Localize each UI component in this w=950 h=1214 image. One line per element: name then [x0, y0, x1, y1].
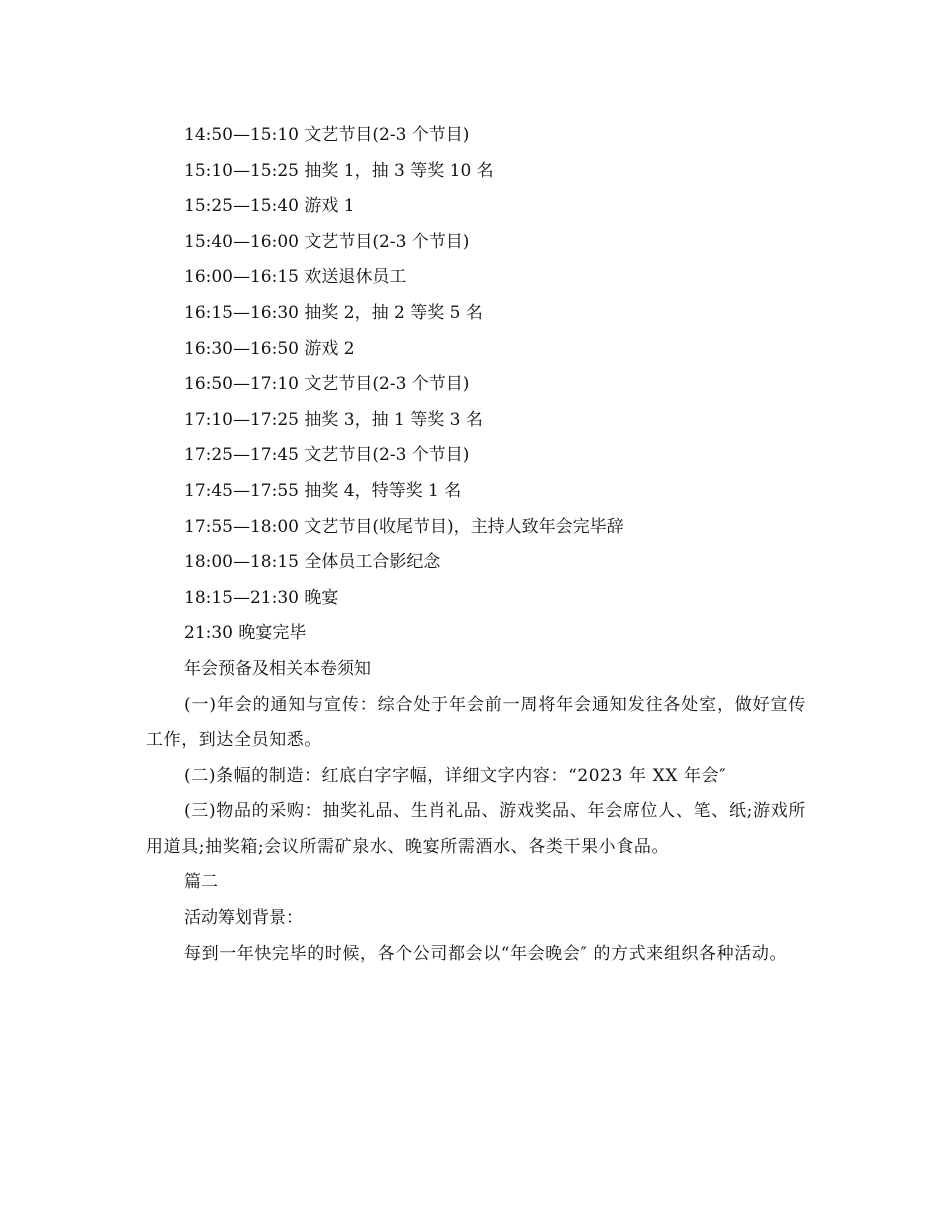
- background-text: 每到一年快完毕的时候，各个公司都会以“年会晚会″ 的方式来组织各种活动。: [184, 943, 788, 964]
- schedule-item: 16:50—17:10 文艺节目(2-3 个节目): [184, 374, 470, 395]
- prep-item-banner: (二)条幅的制造：红底白字字幅，详细文字内容：“2023 年 XX 年会″: [184, 765, 727, 786]
- schedule-item: 15:10—15:25 抽奖 1，抽 3 等奖 10 名: [184, 160, 494, 181]
- schedule-item: 18:00—18:15 全体员工合影纪念: [184, 552, 441, 573]
- document-body: [146, 118, 806, 972]
- schedule-item: 16:00—16:15 欢送退休员工: [184, 267, 407, 288]
- background-heading: 活动筹划背景：: [184, 908, 303, 929]
- part2-heading: 篇二: [184, 872, 218, 893]
- schedule-item: 16:30—16:50 游戏 2: [184, 338, 355, 359]
- schedule-item: 15:25—15:40 游戏 1: [184, 196, 355, 217]
- prep-item-purchase: (三)物品的采购：抽奖礼品、生肖礼品、游戏奖品、年会席位人、笔、纸;游戏所用道具;抽奖箱;会议所需矿泉水、晚宴所需酒水、各类干果小食品。: [146, 801, 806, 857]
- schedule-item: 21:30 晚宴完毕: [184, 623, 307, 644]
- schedule-item: 17:45—17:55 抽奖 4，特等奖 1 名: [184, 480, 462, 501]
- prep-item-notice: (一)年会的通知与宣传：综合处于年会前一周将年会通知发往各处室，做好宣传工作，到达全员知悉。: [146, 694, 806, 751]
- schedule-item: 17:10—17:25 抽奖 3，抽 1 等奖 3 名: [184, 409, 483, 430]
- schedule-item: 17:25—17:45 文艺节目(2-3 个节目): [184, 445, 470, 466]
- schedule-item: 14:50—15:10 文艺节目(2-3 个节目): [184, 125, 470, 145]
- schedule-item: 15:40—16:00 文艺节目(2-3 个节目): [184, 231, 470, 252]
- schedule-item: 16:15—16:30 抽奖 2，抽 2 等奖 5 名: [184, 302, 483, 323]
- prep-heading: 年会预备及相关本卷须知: [184, 658, 371, 679]
- schedule-item: 17:55—18:00 文艺节目(收尾节目)，主持人致年会完毕辞: [184, 516, 624, 537]
- schedule-item: 18:15—21:30 晚宴: [184, 587, 339, 608]
